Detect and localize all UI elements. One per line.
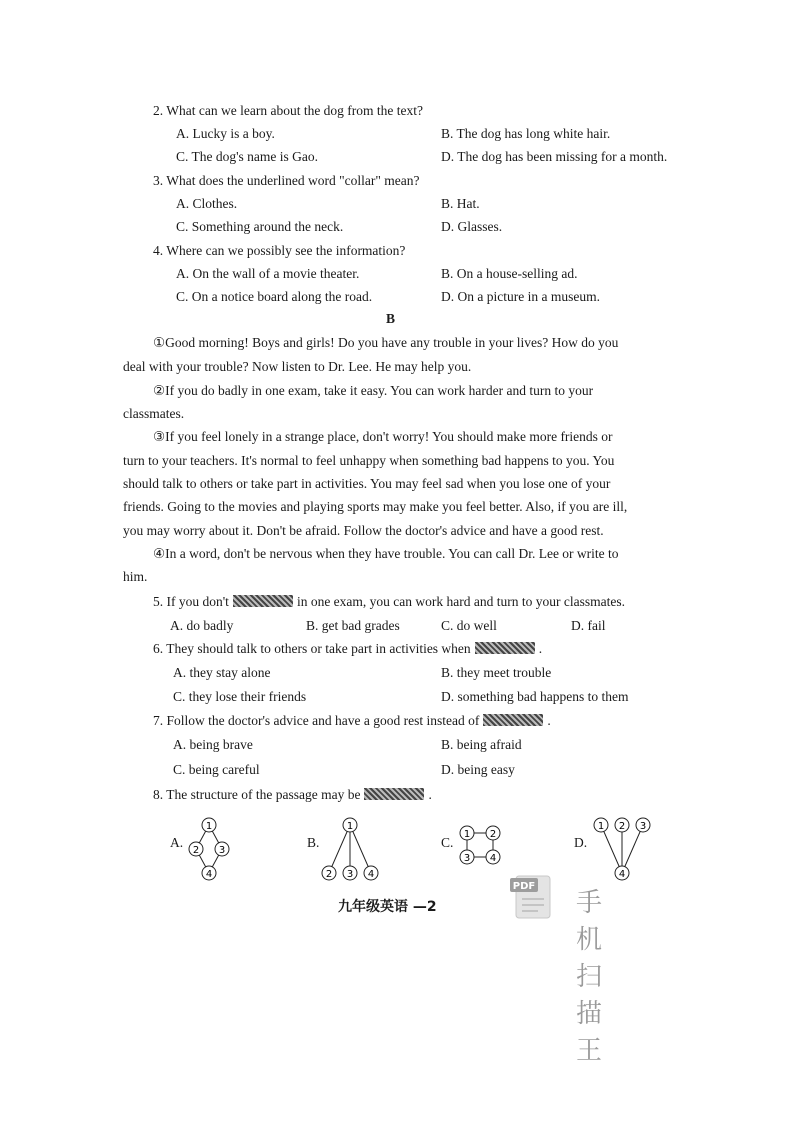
q8-diagram-a <box>184 815 234 883</box>
q8-diagram-c <box>457 823 505 867</box>
q8-option-c-label: C. <box>441 835 454 850</box>
passage-p3-line4: friends. Going to the movies and playing sports may make you feel better. Also, if you are ill, <box>123 499 628 514</box>
circle-number-2: 2 <box>192 845 200 856</box>
q7-stem-pre: 7. Follow the doctor's advice and have a good rest instead of <box>153 713 480 728</box>
q8-option-b-label: B. <box>307 835 320 850</box>
q4-option-a: A. On the wall of a movie theater. <box>176 266 360 281</box>
watermark-text: 手机扫描王 <box>576 888 604 1066</box>
circle-number-1: 1 <box>597 821 605 832</box>
passage-p3-line2: turn to your teachers. It's normal to feel unhappy when something bad happens to you. You <box>123 453 615 468</box>
q6-stem-post: . <box>538 641 543 656</box>
q2-option-d: D. The dog has been missing for a month. <box>441 149 668 164</box>
q6-option-c: C. they lose their friends <box>173 689 307 704</box>
pdf-badge: PDF <box>512 881 536 892</box>
q7-stem-post: . <box>547 713 551 728</box>
circle-number-3: 3 <box>463 853 471 864</box>
answer-blank <box>233 595 293 607</box>
circle-number-1: 1 <box>346 821 354 832</box>
passage-p3-line3: should talk to others or take part in activities. You may feel sad when you lose one of your <box>123 476 611 491</box>
section-b-heading: B <box>386 311 396 326</box>
q2-stem: 2. What can we learn about the dog from the text? <box>153 103 424 118</box>
circle-number-1: 1 <box>463 829 471 840</box>
circle-number-3: 3 <box>639 821 647 832</box>
q5-stem-pre: 5. If you don't <box>153 594 229 609</box>
q6-option-b: B. they meet trouble <box>441 665 552 680</box>
passage-p1-line2: deal with your trouble? Now listen to Dr. Lee. He may help you. <box>123 359 472 374</box>
q2-option-c: C. The dog's name is Gao. <box>176 149 319 164</box>
circle-number-2: 2 <box>325 869 333 880</box>
q5-stem-post: in one exam, you can work hard and turn to your classmates. <box>296 594 625 609</box>
q7-option-d: D. being easy <box>441 762 515 777</box>
circle-number-4: 4 <box>205 869 213 880</box>
q3-option-b: B. Hat. <box>441 196 480 211</box>
q6-stem <box>153 640 542 658</box>
q8-option-d-label: D. <box>574 835 588 850</box>
q7-stem <box>153 712 551 730</box>
passage-p4-line1: ④In a word, don't be nervous when they have trouble. You can call Dr. Lee or write to <box>153 546 619 561</box>
q6-option-a: A. they stay alone <box>173 665 271 680</box>
circle-number-4: 4 <box>618 869 626 880</box>
q4-stem: 4. Where can we possibly see the information? <box>153 243 406 258</box>
circle-number-4: 4 <box>367 869 375 880</box>
q3-option-c: C. Something around the neck. <box>176 219 344 234</box>
q8-diagram-d <box>592 815 652 883</box>
q7-option-b: B. being afraid <box>441 737 522 752</box>
answer-blank <box>483 714 543 726</box>
footer-page: —2 <box>412 899 437 915</box>
pdf-document-icon <box>510 872 558 920</box>
q5-option-c: C. do well <box>441 618 497 633</box>
passage-p2-line2: classmates. <box>123 406 185 421</box>
circle-number-1: 1 <box>205 821 213 832</box>
q4-option-b: B. On a house-selling ad. <box>441 266 578 281</box>
q8-option-a-label: A. <box>170 835 184 850</box>
answer-blank <box>364 788 424 800</box>
circle-number-2: 2 <box>618 821 626 832</box>
q5-option-a: A. do badly <box>170 618 234 633</box>
answer-blank <box>475 642 535 654</box>
q4-option-d: D. On a picture in a museum. <box>441 289 600 304</box>
passage-p3-line5: you may worry about it. Don't be afraid. Follow the doctor's advice and have a good rest. <box>123 523 604 538</box>
q7-option-c: C. being careful <box>173 762 260 777</box>
q3-stem: 3. What does the underlined word "collar" mean? <box>153 173 420 188</box>
q8-stem-pre: 8. The structure of the passage may be <box>153 787 361 802</box>
passage-p1-line1: ①Good morning! Boys and girls! Do you have any trouble in your lives? How do you <box>153 335 619 350</box>
q7-option-a: A. being brave <box>173 737 253 752</box>
circle-number-2: 2 <box>489 829 497 840</box>
passage-p3-line1: ③If you feel lonely in a strange place, don't worry! You should make more friends or <box>153 429 613 444</box>
q2-option-b: B. The dog has long white hair. <box>441 126 611 141</box>
q3-option-d: D. Glasses. <box>441 219 503 234</box>
circle-number-4: 4 <box>489 853 497 864</box>
q8-diagram-b <box>318 815 382 883</box>
q2-option-a: A. Lucky is a boy. <box>176 126 275 141</box>
q6-option-d: D. something bad happens to them <box>441 689 629 704</box>
q3-option-a: A. Clothes. <box>176 196 238 211</box>
footer-label: 九年级英语 <box>338 899 408 915</box>
passage-p4-line2: him. <box>123 569 148 584</box>
page-footer <box>338 896 437 916</box>
q6-stem-pre: 6. They should talk to others or take part in activities when <box>153 641 471 656</box>
q8-stem <box>153 786 432 804</box>
q4-option-c: C. On a notice board along the road. <box>176 289 373 304</box>
circle-number-3: 3 <box>346 869 354 880</box>
q5-stem <box>153 593 625 611</box>
q5-option-d: D. fail <box>571 618 606 633</box>
passage-p2-line1: ②If you do badly in one exam, take it easy. You can work harder and turn to your <box>153 383 594 398</box>
q8-stem-post: . <box>428 787 432 802</box>
circle-number-3: 3 <box>218 845 226 856</box>
q5-option-b: B. get bad grades <box>306 618 400 633</box>
